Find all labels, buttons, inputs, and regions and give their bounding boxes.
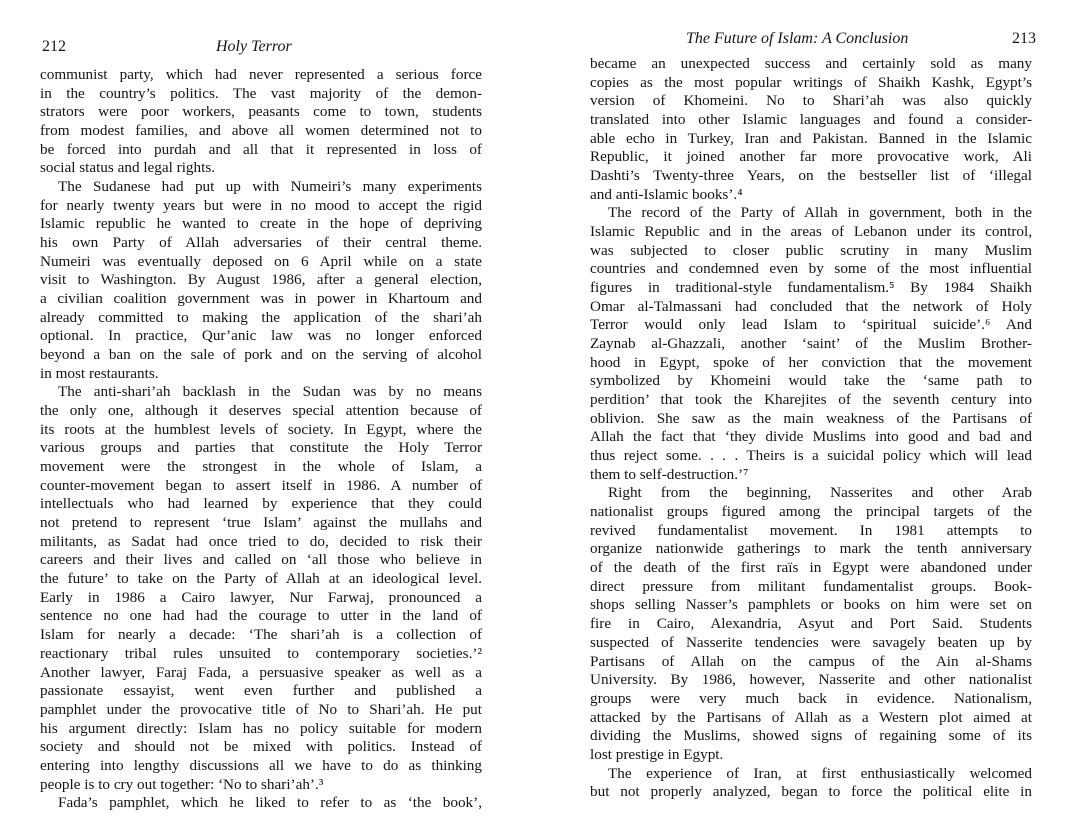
text-line: able echo in Turkey, Iran and Pakistan. Banned in the Islamic — [590, 129, 1032, 147]
text-line: version of Khomeini. No to Shari’ah was also quickly — [590, 92, 1032, 110]
text-line: was subjected to closer public scrutiny in many Muslim — [590, 241, 1032, 259]
text-line: strators were poor workers, peasants come to town, students — [40, 103, 482, 121]
text-line: the future’ to take on the Party of Allah at an ideological level. — [40, 570, 482, 588]
text-line: Islamic republic he wanted to create in the hope of depriving — [40, 215, 482, 233]
text-line: Republic, it joined another far more provocative work, Ali — [590, 148, 1032, 166]
left-page-header — [40, 38, 482, 60]
text-line: revived fundamentalist movement. In 1981 attempts to — [590, 521, 1032, 539]
text-line: from modest families, and above all women determined not to — [40, 122, 482, 140]
text-line: Numeiri was eventually deposed on 6 April while on a state — [40, 252, 482, 270]
text-line: its roots at the humblest levels of society. In Egypt, where the — [40, 420, 482, 438]
text-line: careers and their lives and called on ‘all those who believe in — [40, 551, 482, 569]
text-line: the only one, although it deserves special attention because of — [40, 402, 482, 420]
text-line: became an unexpected success and certainly sold as many — [590, 55, 1032, 72]
text-line: them to self-destruction.’⁷ — [590, 465, 749, 483]
right-page-body — [590, 55, 1032, 802]
text-line: Terror would only lead Islam to ‘spiritual suicide’.⁶ And — [590, 316, 1032, 334]
text-line: Right from the beginning, Nasserites and other Arab — [608, 484, 1032, 502]
text-line: pamphlet under the provocative title of No to Shari’ah. He put — [40, 700, 482, 718]
text-line: Another lawyer, Faraj Fada, a persuasive speaker as well as a — [40, 663, 482, 681]
text-line: oblivion. She saw as the main weakness of the Partisans of — [590, 409, 1032, 427]
text-line: society and should not be mixed with politics. Instead of — [40, 738, 482, 756]
page-number: 213 — [1012, 30, 1036, 47]
text-line: visit to Washington. By August 1986, after a general election, — [40, 271, 482, 289]
text-line: The anti-shari’ah backlash in the Sudan was by no means — [58, 383, 482, 401]
text-line: passionate essayist, went even further and published a — [40, 682, 482, 700]
text-line: beyond a ban on the sale of pork and on the serving of alcohol — [40, 346, 482, 364]
text-line: Allah the fact that ‘they divide Muslims into good and bad and — [590, 428, 1032, 446]
text-line: his argument directly: Islam has no policy suitable for modern — [40, 719, 482, 737]
text-line: Omar al-Talmassani had concluded that the network of Holy — [590, 297, 1032, 315]
text-line: The record of the Party of Allah in government, both in the — [608, 204, 1032, 222]
text-line: counter-movement began to assert itself in 1986. A number of — [40, 476, 482, 494]
text-line: a civilian coalition government was in power in Khartoum and — [40, 290, 482, 308]
running-head: The Future of Islam: A Conclusion — [686, 30, 909, 47]
text-line: entering into lengthy discussions all we have to do as thinking — [40, 756, 482, 774]
text-line: in most restaurants. — [40, 364, 159, 382]
text-line: Dashti’s Twenty-three Years, on the bestseller list of ‘illegal — [590, 167, 1032, 185]
running-head: Holy Terror — [216, 38, 292, 55]
text-line: not pretend to represent ‘true Islam’ against the mullahs and — [40, 514, 482, 532]
text-line: attacked by the Partisans of Allah as a Western plot aimed at — [590, 708, 1032, 726]
text-line: copies as the most popular writings of Shaikh Kashk, Egypt’s — [590, 73, 1032, 91]
text-line: organize nationwide gatherings to mark the tenth anniversary — [590, 540, 1032, 558]
text-line: suspected of Nasserite tendencies were savagely beaten up by — [590, 633, 1032, 651]
text-line: people is to cry out together: ‘No to shari’ah’.³ — [40, 775, 324, 793]
text-line: Islam for nearly a decade: ‘The shari’ah is a collection of — [40, 626, 482, 644]
text-line: but not properly analyzed, began to force the political elite in — [590, 783, 1032, 801]
text-line: shops selling Nasser’s pamphlets or books on him were set on — [590, 596, 1032, 614]
text-line: dividing the Muslims, showed signs of regaining some of its — [590, 727, 1032, 745]
text-line: already committed to making the application of the shari’ah — [40, 308, 482, 326]
text-line: University. By 1986, however, Nasserite and other nationalist — [590, 671, 1032, 689]
text-line: intellectuals who had learned by experience that they could — [40, 495, 482, 513]
text-line: symbolized by Khomeini would take the ‘same path to — [590, 372, 1032, 390]
text-line: perdition’ that took the Kharejites of the seventh century into — [590, 391, 1032, 409]
text-line: hood in Egypt, spoke of her conviction that the movement — [590, 353, 1032, 371]
text-line: various groups and parties that constitute the Holy Terror — [40, 439, 482, 457]
text-line: and anti-Islamic books’.⁴ — [590, 185, 743, 203]
text-line: Islamic Republic and in the areas of Lebanon under its control, — [590, 223, 1032, 241]
text-line: direct pressure from militant fundamentalist groups. Book- — [590, 577, 1032, 595]
text-line: countries and condemned even by some of the most influential — [590, 260, 1032, 278]
text-line: groups were very much back in evidence. Nationalism, — [590, 689, 1032, 707]
text-line: nationalist groups figured among the principal targets of the — [590, 503, 1032, 521]
text-line: communist party, which had never represented a serious force — [40, 66, 482, 83]
text-line: militants, as Sadat had once tried to do, decided to risk their — [40, 532, 482, 550]
text-line: reactionary tribal rules unsuited to contemporary societies.’² — [40, 644, 482, 662]
text-line: social status and legal rights. — [40, 159, 216, 177]
right-page-header — [590, 30, 1036, 52]
text-line: sentence no one had had the courage to utter in the land of — [40, 607, 482, 625]
text-line: figures in traditional-style fundamentalism.⁵ By 1984 Shaikh — [590, 279, 1032, 297]
text-line: movement were the strongest in the whole of Islam, a — [40, 458, 482, 476]
text-line: of the death of the first raïs in Egypt were abandoned under — [590, 559, 1032, 577]
text-line: translated into other Islamic languages and found a consider- — [590, 111, 1032, 129]
text-line: Partisans of Allah on the campus of the Ain al-Shams — [590, 652, 1032, 670]
text-line: Fada’s pamphlet, which he liked to refer to as ‘the book’, — [58, 794, 482, 812]
text-line: his own Party of Allah adversaries of their central theme. — [40, 234, 482, 252]
text-line: in the country’s politics. The vast majority of the demon- — [40, 84, 482, 102]
text-line: Early in 1986 a Cairo lawyer, Nur Farwaj, pronounced a — [40, 588, 482, 606]
text-line: lost prestige in Egypt. — [590, 745, 724, 763]
page-number: 212 — [42, 38, 66, 55]
text-line: be forced into purdah and all that it represented in loss of — [40, 140, 482, 158]
text-line: for nearly twenty years but were in no mood to accept the rigid — [40, 196, 482, 214]
text-line: fire in Cairo, Alexandria, Asyut and Port Said. Students — [590, 615, 1032, 633]
left-page-body — [40, 66, 482, 813]
text-line: The Sudanese had put up with Numeiri’s many experiments — [58, 178, 482, 196]
text-line: The experience of Iran, at first enthusiastically welcomed — [608, 764, 1032, 782]
text-line: thus reject some. . . . Theirs is a suicidal policy which will lead — [590, 447, 1032, 465]
text-line: Zaynab al-Ghazzali, another ‘saint’ of the Muslim Brother- — [590, 335, 1032, 353]
text-line: optional. In practice, Qur’anic law was no longer enforced — [40, 327, 482, 345]
